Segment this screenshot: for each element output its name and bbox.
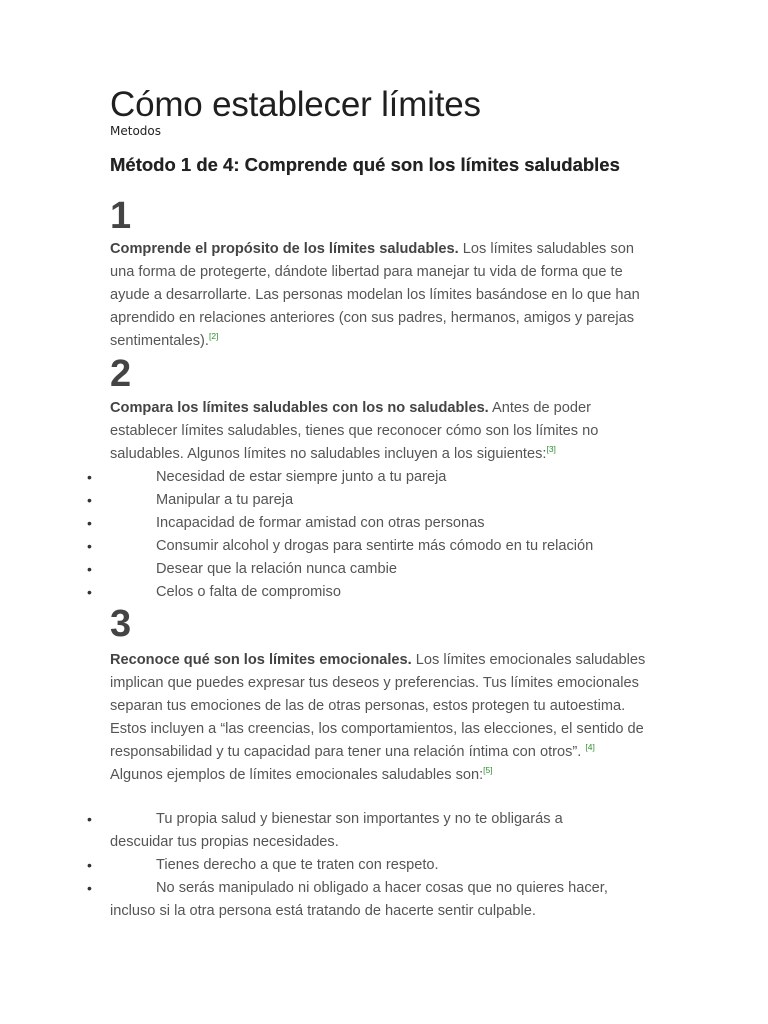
list-item-text: Desear que la relación nunca cambie xyxy=(156,561,397,577)
step-1-paragraph xyxy=(110,238,650,353)
step-number-1: 1 xyxy=(110,195,132,237)
bullet-icon: • xyxy=(87,857,92,873)
page-subtitle: Metodos xyxy=(110,124,161,138)
list-item-text: Consumir alcohol y drogas para sentirte más cómodo en tu relación xyxy=(156,538,594,554)
step-3-ref-link-b[interactable]: [5] xyxy=(483,765,493,776)
bullet-icon: • xyxy=(87,811,92,827)
list-item-text: No serás manipulado ni obligado a hacer cosas que no quieres hacer, incluso si la otra persona está tratando de hacerte sentir culpable. xyxy=(110,880,608,919)
bullet-icon: • xyxy=(87,584,92,600)
method-heading: Método 1 de 4: Comprende qué son los límites saludables xyxy=(110,154,620,175)
list-item-text: Incapacidad de formar amistad con otras personas xyxy=(156,515,485,531)
step-1-body: Los límites saludables son una forma de protegerte, dándote libertad para manejar tu vida de forma que te ayude a desarrollarte. Las personas modelan los límites basándose en lo que han aprendido en relaciones anteriores (con sus padres, hermanos, amigos y parejas sentimentales). xyxy=(110,241,640,349)
step-3-body-b: Algunos ejemplos de límites emocionales saludables son: xyxy=(110,767,484,783)
step-3-ref-link-a[interactable]: [4] xyxy=(585,742,595,753)
bullet-icon: • xyxy=(87,880,92,896)
step-number-3: 3 xyxy=(110,603,132,645)
step-3-lead: Reconoce qué son los límites emocionales. xyxy=(110,652,412,668)
bullet-icon: • xyxy=(87,561,92,577)
step-3-body-a: Los límites emocionales saludables implican que puedes expresar tus deseos y preferencias. Tus límites emocionales separan tus emociones de las de otras personas, estos protegen tu autoestima. Estos incluyen a “las creencias, los comportamientos, las elecciones, el sentido de responsabilidad y tu capacidad para tener una relación íntima con otros”. xyxy=(110,652,646,760)
list-item-text: Manipular a tu pareja xyxy=(156,492,294,508)
step-number-2: 2 xyxy=(110,353,132,395)
step-1-ref-link[interactable]: [2] xyxy=(208,331,219,342)
list-item-text: Necesidad de estar siempre junto a tu pareja xyxy=(156,469,447,485)
page-title: Cómo establecer límites xyxy=(110,85,481,124)
list-item-text: Tienes derecho a que te traten con respeto. xyxy=(156,857,439,873)
bullet-icon: • xyxy=(87,492,92,508)
step-1-lead: Comprende el propósito de los límites saludables. xyxy=(110,241,459,257)
step-3-paragraph xyxy=(110,649,650,787)
bullet-icon: • xyxy=(87,538,92,554)
list-item-text: Celos o falta de compromiso xyxy=(156,584,341,600)
step-2-paragraph xyxy=(110,397,650,466)
bullet-icon: • xyxy=(87,515,92,531)
bullet-icon: • xyxy=(87,469,92,485)
step-2-lead: Compara los límites saludables con los no saludables. xyxy=(110,400,489,416)
step-2-ref-link[interactable]: [3] xyxy=(546,444,556,455)
step-2-body: Antes de poder establecer límites saludables, tienes que reconocer cómo son los límites no saludables. Algunos límites no saludables incluyen a los siguientes: xyxy=(110,400,599,462)
list-item-text: Tu propia salud y bienestar son importantes y no te obligarás a descuidar tus propias necesidades. xyxy=(110,811,563,850)
